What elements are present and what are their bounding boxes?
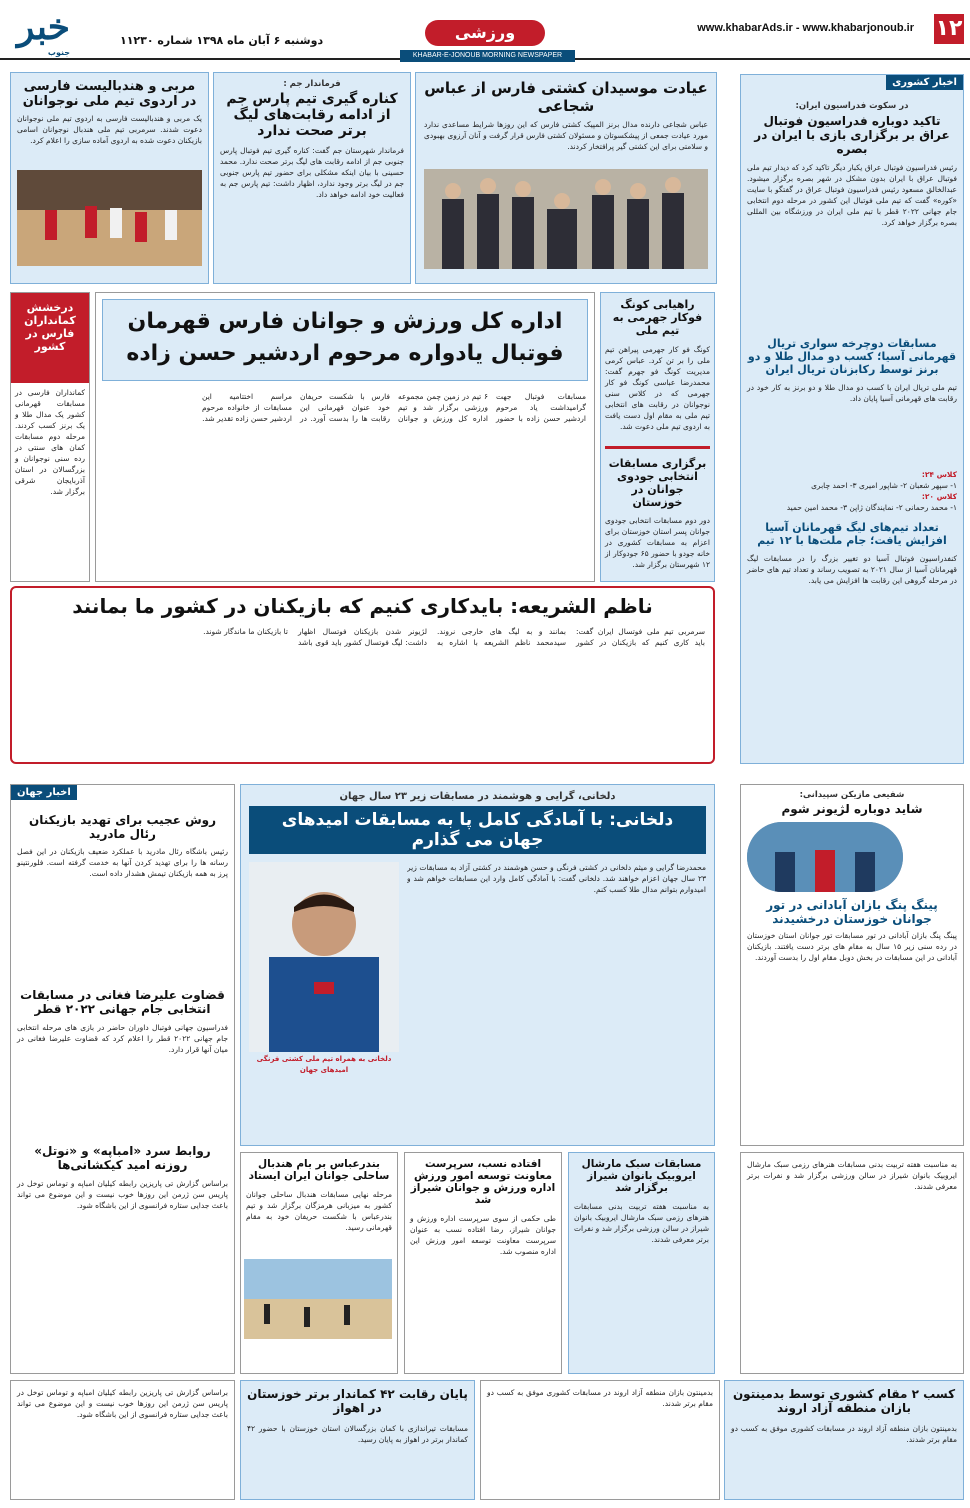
result-line: ۱- محمد رحمانی ۲- نمایندگان ژاپن ۳- محمد امین حمید xyxy=(786,503,957,512)
pars-jam-article xyxy=(213,72,411,284)
bottom-title-1: بندرعباس بر بام هندبال ساحلی جوانان ایران ایستاد xyxy=(248,1158,390,1182)
martial-aerobics-detail xyxy=(740,1152,964,1374)
result-line: کلاس ۲۰: xyxy=(921,492,957,501)
wrestling-visit-article xyxy=(415,72,717,284)
article-body: یک مربی و هندبالیست فارسی به اردوی تیم ملی نوجوانان دعوت شدند. سرمربی تیم ملی هندبال نوجوانان اسامی بازیکنان دعوت شده به اردوی آماده سازی را اعلام کرد. xyxy=(17,114,202,145)
pingpong-body: پینگ پنگ بازان آبادانی در تور مسابقات تور جوانان استان خوزستان در رده سنی زیر ۱۵ سال به مقام های برتر دست یافتند. بازیکنان آبادانی در این مسابقات در بخش دوبل مقام اول را بدست آوردند. xyxy=(747,931,957,962)
item3-title: تعداد تیم‌های لیگ قهرمانان آسیا افزایش یافت؛ جام ملت‌ها با ۱۲ تیم xyxy=(757,521,947,547)
pingpong-title-a: شاید دوباره لژیونر شوم xyxy=(781,802,923,816)
national-news-tag: اخبار کشوری xyxy=(886,75,963,90)
bottom-title-3: مسابقات سبک مارشال ایروبیک بانوان شیراز برگزار شد xyxy=(581,1158,702,1194)
issue-date: دوشنبه ۶ آبان ماه ۱۳۹۸ شماره ۱۱۲۳۰ xyxy=(120,34,324,47)
result-line: ۱- سپهر شعبان ۲- شاپور امیری ۳- احمد چابری xyxy=(811,481,957,490)
item3-body: کنفدراسیون فوتبال آسیا دو تغییر بزرگ را در مسابقات لیگ قهرمانان آسیا از سال ۲۰۲۱ به تصویب رساند و تعداد تیم های حاضر در مرحله گروهی این رقابت ها افزایش می یابد. xyxy=(747,554,957,585)
hassanzadeh-football-article xyxy=(95,292,595,582)
newspaper-logo xyxy=(10,6,70,57)
small-title-2: کسب ۲ مقام کشوری توسط بدمینتون بازان منطقه آزاد اروند xyxy=(732,1387,956,1415)
bottom-article-2 xyxy=(404,1152,562,1374)
beach-handball-photo xyxy=(244,1259,392,1339)
article-title: مربی و هندبالیست فارسی در اردوی تیم ملی نوجوانان xyxy=(22,79,197,109)
bottom-title-2: افتاده نسب، سرپرست معاونت توسعه امور ورزش اداره ورزش و جوانان شیراز شد xyxy=(410,1158,556,1206)
logo-subtext: جنوب xyxy=(47,48,70,57)
world-item1-title: روش عجیب برای تهدید بازیکنان رئال مادرید xyxy=(28,813,216,841)
site-urls[interactable]: www.khabarAds.ir - www.khabarjonoub.ir xyxy=(697,22,914,34)
world-item1-body: رئیس باشگاه رئال مادرید با عملکرد ضعیف بازیکنان در این فصل رسانه ها را برای تهدید کردن آنها به خدمت گرفته است. فلورنتینو پرز به همه بازیکنان تیمش هشدار داده است. xyxy=(17,847,228,878)
wrestler-photo xyxy=(249,862,399,1052)
world-item2-title: قضاوت علیرضا فغانی در مسابقات انتخابی جام جهانی ۲۰۲۲ قطر xyxy=(20,988,225,1016)
world-item2-body: فدراسیون جهانی فوتبال داوران حاضر در بازی های مرحله انتخابی جام جهانی ۲۰۲۲ قطر را اعلام کرد که قضاوت علیرضا فغانی در میان آنها قرار دارد. xyxy=(17,1023,228,1054)
bottom-body-3: به مناسبت هفته تربیت بدنی مسابقات هنرهای رزمی سبک مارشال ایروبیک بانوان شیراز در سالن ورزشی برگزار شد و نفرات برتر معرفی شدند. xyxy=(574,1202,709,1244)
world-item3-body: براساس گزارش تی پاریزین رابطه کیلیان امباپه و توماس توخل در پاریس سن ژرمن این روزها خوب نیست و این موضوع می تواند باعث جدایی ستاره فرانسوی از این باشگاه شود. xyxy=(17,1179,228,1210)
continued-body: براساس گزارش تی پاریزین رابطه کیلیان امباپه و توماس توخل در پاریس سن ژرمن این روزها خوب نیست و این موضوع می تواند باعث جدایی ستاره فرانسوی از این باشگاه شود. xyxy=(17,1388,228,1419)
world-news-tag: اخبار جهان xyxy=(11,785,77,800)
misc-body: بدمینتون بازان منطقه آزاد اروند در مسابقات کشوری موفق به کسب دو مقام برتر شدند. xyxy=(487,1388,713,1408)
item2-title: مسابقات دوچرخه سواری تریال قهرمانی آسیا؛ کسب دو مدال طلا و دو برنز توسط رکابزنان تریال ایران xyxy=(747,337,957,376)
archers-article xyxy=(10,292,90,582)
page-number: ۱۲ xyxy=(934,14,964,44)
masthead xyxy=(0,0,970,60)
dalkhani-kicker: دلخانی، گرایی و هوشمند در مسابقات زیر ۲۳ سال جهان xyxy=(339,791,616,802)
badminton-article xyxy=(724,1380,964,1500)
nazem-article xyxy=(10,586,715,764)
archers-title: درخشش کمانداران فارس در کشور xyxy=(11,293,89,383)
dalkhani-title: دلخانی: با آمادگی کامل پا به مسابقات امیدهای جهان می گذارم xyxy=(249,806,706,854)
article-body: عباس شجاعی دارنده مدال برنز المپیک کشتی فارس که این روزها شرایط مساعدی ندارد مورد عیادت جمعی از پیشکسوتان و مسئولان کشتی فارس قرار گرفت و آنان آرزوی بهبودی و سلامتی برای این کشتی گیر پرافتخار کردند. xyxy=(424,120,708,151)
newspaper-english-name: KHABAR-E-JONOUB MORNING NEWSPAPER xyxy=(400,50,575,62)
headline-box xyxy=(102,299,588,381)
logo-text: خبر xyxy=(17,6,70,48)
judo-title: برگزاری مسابقات انتخابی جودوی جوانان در خوزستان xyxy=(608,457,707,509)
nazem-body: سرمربی تیم ملی فوتسال ایران گفت: باید کاری کنیم که بازیکنان در کشور بمانند و به لیگ های خارجی نروند. سیدمحمد ناظم الشریعه با اشاره به لژیونر شدن بازیکنان فوتسال اظهار داشت: لیگ فوتسال کشور باید قوی باشد تا بازیکنان ما ماندگار شوند. xyxy=(203,627,705,647)
item1-body: رئیس فدراسیون فوتبال عراق یکبار دیگر تاکید کرد که دیدار تیم ملی فوتبال عراق با ایران بدون مشکل در شهر بصره برگزار میشود. عبدالخالق مسعود رئیس فدراسیون فوتبال عراق در گفتگو با سایت «کوره» گفت که تیم ملی فوتبال این کشور در مرحله دوم انتخابی جام جهانی ۲۰۲۲ قطر با تیم ملی ایران در ورزشگاه بین المللی بصره برگزار خواهد کرد. xyxy=(747,163,957,227)
item1-kicker: در سکوت فدراسیون ایران: xyxy=(795,101,909,111)
kungfu-body: کونگ فو کار جهرمی پیراهن تیم ملی را بر تن کرد. عباس کرمی مدیریت کونگ فو جهرم گفت: محمدرضا عباسی کونگ فو کار جهرمی که در کلاس سنی نوجوانان در رقابت های انتخابی تیم ملی به مقام اول دست یافت به اردوی تیم ملی دعوت شد. xyxy=(605,345,710,431)
result-line: کلاس ۲۴: xyxy=(921,470,957,479)
pingpong-kicker: شفیعی مازیکن سپیدانی: xyxy=(799,790,905,800)
bottom-body-2: طی حکمی از سوی سرپرست اداره ورزش و جوانان شیراز، رضا افتاده نسب به عنوان سرپرست معاونت توسعه امور ورزش این اداره منصوب شد. xyxy=(410,1214,556,1256)
pingpong-photo xyxy=(747,822,903,892)
dalkhani-photo-block xyxy=(249,862,399,1112)
dalkhani-body: محمدرضا گرایی و میثم دلخانی در کشتی فرنگی و حسن هوشمند در کشتی آزاد به مسابقات زیر ۲۳ سال جهان اعزام خواهند شد. دلخانی گفت: با آمادگی کامل وارد این مسابقات خواهم شد و امیدوارم بتوانم مدال طلا کسب کنم. xyxy=(407,863,706,894)
item2-body: تیم ملی تریال ایران با کسب دو مدال طلا و دو برنز به کار خود در رقابت های قهرمانی آسیا پایان داد. xyxy=(747,383,957,403)
detail-body: به مناسبت هفته تربیت بدنی مسابقات هنرهای رزمی سبک مارشال ایروبیک بانوان شیراز در سالن ورزشی برگزار شد و نفرات برتر معرفی شدند. xyxy=(747,1160,957,1191)
section-label: ورزشی xyxy=(425,20,545,46)
bottom-misc-article xyxy=(480,1380,720,1500)
kungfu-title: راهیابی کونگ فوکار جهرمی به تیم ملی xyxy=(612,298,703,337)
photo-placeholder xyxy=(17,170,202,266)
handball-photo xyxy=(17,170,202,266)
title-line-1: اداره کل ورزش و جوانان فارس قهرمان xyxy=(127,309,563,334)
nazem-title: ناظم الشریعه: بایدکاری کنیم که بازیکنان در کشور ما بمانند xyxy=(72,594,653,618)
small-title-1: پایان رقابت ۴۲ کماندار برتر خوزستان در اهواز xyxy=(247,1387,468,1415)
article-body: فرماندار شهرستان جم گفت: کناره گیری تیم فوتبال پارس جنوبی جم از ادامه رقابت های لیگ برتر صحت ندارد. محمد حسینی با بیان اینکه مشکلی برای حضور تیم پارس جنوبی جم در لیگ برتر وجود ندارد، اظهار داشت: تیم پارس جم به فعالیت خود ادامه خواهد داد. xyxy=(220,146,404,199)
bottom-body-1: مرحله نهایی مسابقات هندبال ساحلی جوانان کشور به میزبانی هرمزگان برگزار شد و تیم بندرعباس با شکست حریفان خود به مقام قهرمانی رسید. xyxy=(246,1190,392,1232)
dalkhani-content xyxy=(241,858,714,1116)
kungfu-judo-column xyxy=(600,292,715,582)
group-photo xyxy=(424,169,708,269)
small-body-1: مسابقات تیراندازی با کمان بزرگسالان استان خوزستان با حضور ۴۲ کماندار برتر در اهواز به پایان رسید. xyxy=(247,1424,468,1444)
photo-placeholder xyxy=(747,822,903,892)
item2-results xyxy=(741,469,963,513)
article-title: عیادت موسیدان کشتی فارس از عباس شجاعی xyxy=(424,79,708,115)
archers-body: کمانداران فارسی در مسابقات قهرمانی کشور یک مدال طلا و یک برنز کسب کردند. مرحله دوم مسابقات کمان های سنتی در رده سنی نوجوانان و بزرگسالان در استان آذربایجان شرقی برگزار شد. xyxy=(15,388,85,496)
dalkhani-article xyxy=(240,784,715,1146)
pingpong-title-b: پینگ پنگ بازان آبادانی در تور جوانان خوزستان درخشیدند xyxy=(766,898,938,926)
world-item3-title: روابط سرد «امباپه» و «نوتل» روزنه امید کیکشانی‌ها xyxy=(34,1144,211,1172)
photo-caption: دلخانی به همراه تیم ملی کشتی فرنگی امیدهای جهان xyxy=(256,1055,392,1074)
item1-title: تاکید دوباره فدراسیون فوتبال عراق بر برگزاری بازی با ایران در بصره xyxy=(754,114,950,156)
world-news-column xyxy=(10,784,235,1374)
bottom-article-1 xyxy=(240,1152,398,1374)
judo-body: دور دوم مسابقات انتخابی جودوی جوانان پسر استان خوزستان برای اعزام به مسابقات کشوری در خانه جودو با حضور ۶۵ جودوکار از ۱۲ شهرستان برگزار شد. xyxy=(605,516,710,569)
handball-article xyxy=(10,72,209,284)
article-title: کناره گیری تیم پارس جم از ادامه رقابت‌های لیگ برتر صحت ندارد xyxy=(226,91,398,139)
article-kicker: فرماندار جم : xyxy=(283,79,341,89)
divider xyxy=(605,446,710,449)
small-body-2: بدمینتون بازان منطقه آزاد اروند در مسابقات کشوری موفق به کسب دو مقام برتر شدند. xyxy=(731,1424,957,1444)
archery-khuzestan-article xyxy=(240,1380,475,1500)
photo-placeholder xyxy=(424,169,708,269)
article-body: مسابقات فوتبال جهت گرامیداشت یاد مرحوم اردشیر حسن زاده با حضور ۶ تیم در زمین چمن مجموعه ورزشی برگزار شد و تیم اداره کل ورزش و جوانان فارس با شکست حریفان خود عنوان قهرمانی این رقابت ها را بدست آورد. در مراسم اختتامیه این مسابقات از خانواده مرحوم اردشیر حسن زاده تقدیر شد. xyxy=(202,392,586,423)
world-news-continued xyxy=(10,1380,235,1500)
national-news-column xyxy=(740,74,964,764)
title-line-2: فوتبال یادواره مرحوم اردشیر حسن زاده xyxy=(126,341,564,366)
pingpong-article xyxy=(740,784,964,1146)
bottom-article-3 xyxy=(568,1152,715,1374)
